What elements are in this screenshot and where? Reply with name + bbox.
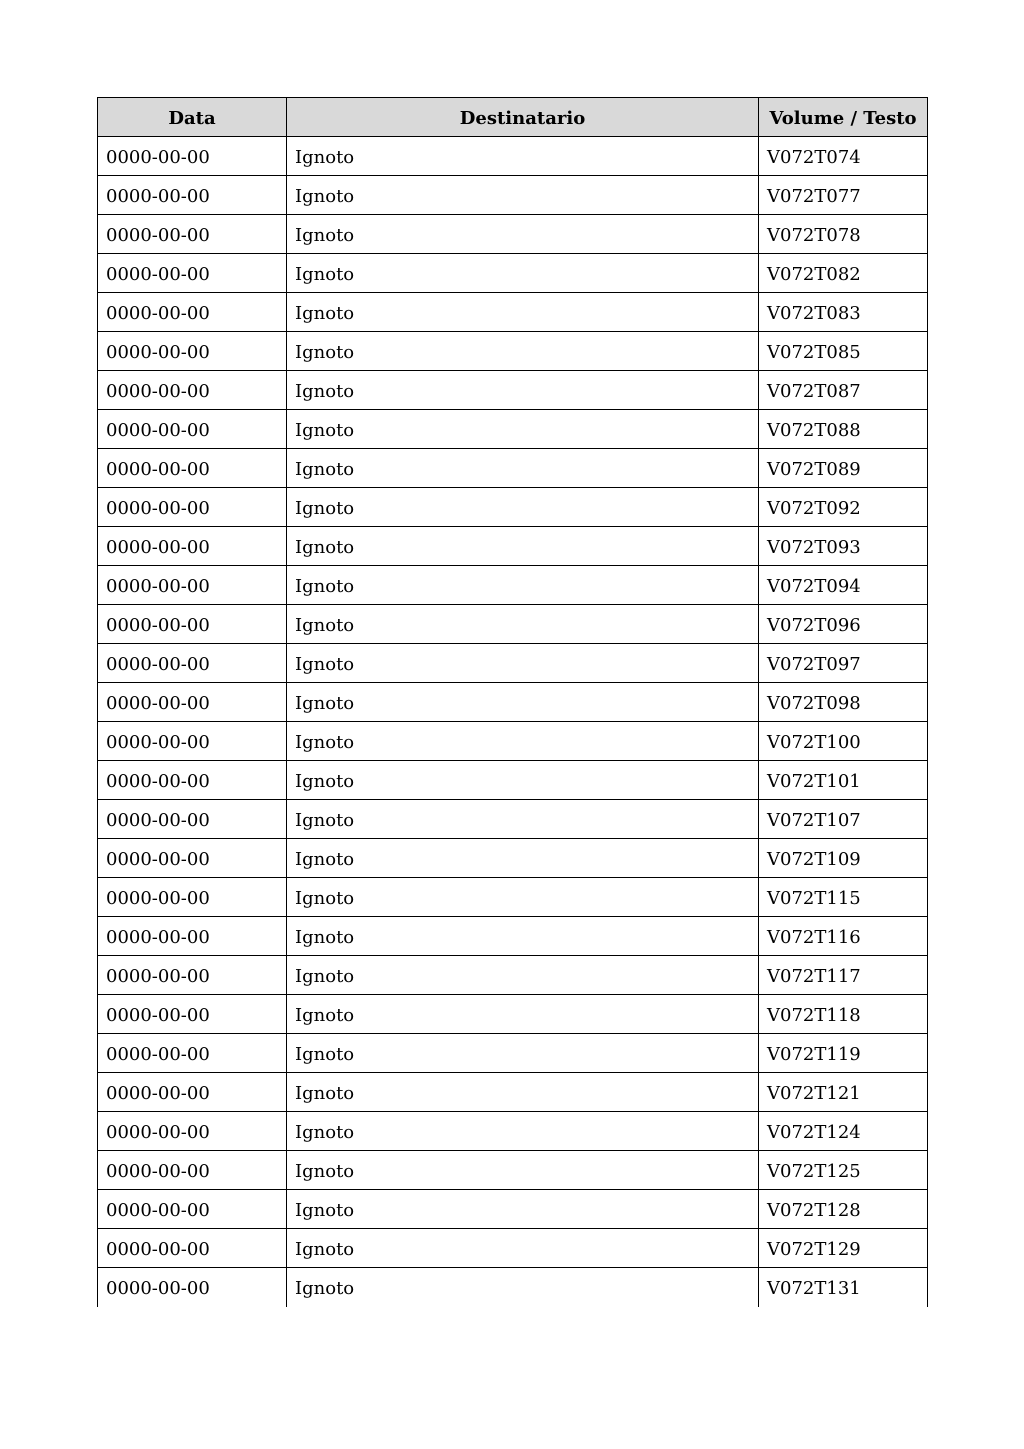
table-row [98,644,928,683]
cell-volume: V072T115 [759,878,928,917]
table-row [98,488,928,527]
header-row [98,98,928,137]
cell-date: 0000-00-00 [98,566,287,605]
cell-date: 0000-00-00 [98,371,287,410]
cell-volume: V072T083 [759,293,928,332]
cell-date: 0000-00-00 [98,956,287,995]
table-row [98,956,928,995]
table-row [98,1229,928,1268]
cell-date: 0000-00-00 [98,293,287,332]
cell-date: 0000-00-00 [98,254,287,293]
cell-volume: V072T094 [759,566,928,605]
cell-date: 0000-00-00 [98,917,287,956]
cell-volume: V072T082 [759,254,928,293]
cell-volume: V072T097 [759,644,928,683]
cell-date: 0000-00-00 [98,644,287,683]
cell-date: 0000-00-00 [98,839,287,878]
cell-volume: V072T092 [759,488,928,527]
table-row [98,137,928,176]
cell-recipient: Ignoto [287,293,759,332]
cell-recipient: Ignoto [287,332,759,371]
table-row [98,1073,928,1112]
table-row [98,683,928,722]
table-row [98,800,928,839]
cell-recipient: Ignoto [287,644,759,683]
cell-volume: V072T098 [759,683,928,722]
table-row [98,1034,928,1073]
cell-volume: V072T118 [759,995,928,1034]
cell-volume: V072T124 [759,1112,928,1151]
table-row [98,371,928,410]
cell-date: 0000-00-00 [98,410,287,449]
cell-volume: V072T096 [759,605,928,644]
table-row [98,995,928,1034]
cell-recipient: Ignoto [287,176,759,215]
cell-recipient: Ignoto [287,605,759,644]
cell-date: 0000-00-00 [98,683,287,722]
cell-recipient: Ignoto [287,1268,759,1307]
cell-volume: V072T125 [759,1151,928,1190]
cell-date: 0000-00-00 [98,527,287,566]
cell-recipient: Ignoto [287,1151,759,1190]
cell-recipient: Ignoto [287,956,759,995]
cell-volume: V072T078 [759,215,928,254]
cell-date: 0000-00-00 [98,761,287,800]
table-row [98,1190,928,1229]
cell-volume: V072T109 [759,839,928,878]
table-header [98,98,928,137]
cell-volume: V072T077 [759,176,928,215]
cell-date: 0000-00-00 [98,722,287,761]
cell-volume: V072T129 [759,1229,928,1268]
cell-date: 0000-00-00 [98,176,287,215]
cell-volume: V072T107 [759,800,928,839]
cell-recipient: Ignoto [287,995,759,1034]
cell-recipient: Ignoto [287,527,759,566]
cell-recipient: Ignoto [287,1229,759,1268]
cell-date: 0000-00-00 [98,449,287,488]
cell-volume: V072T088 [759,410,928,449]
cell-recipient: Ignoto [287,683,759,722]
cell-date: 0000-00-00 [98,1034,287,1073]
cell-date: 0000-00-00 [98,1151,287,1190]
letters-table [97,97,928,1307]
cell-date: 0000-00-00 [98,1268,287,1307]
table-body [98,137,928,1307]
cell-volume: V072T085 [759,332,928,371]
cell-recipient: Ignoto [287,800,759,839]
cell-volume: V072T087 [759,371,928,410]
table-row [98,215,928,254]
column-header-date: Data [98,98,287,137]
column-header-recipient: Destinatario [287,98,759,137]
cell-volume: V072T119 [759,1034,928,1073]
cell-recipient: Ignoto [287,1073,759,1112]
table-row [98,332,928,371]
table-row [98,410,928,449]
cell-date: 0000-00-00 [98,137,287,176]
cell-date: 0000-00-00 [98,1112,287,1151]
table-row [98,878,928,917]
cell-recipient: Ignoto [287,254,759,293]
cell-recipient: Ignoto [287,917,759,956]
cell-date: 0000-00-00 [98,878,287,917]
cell-recipient: Ignoto [287,410,759,449]
table-row [98,917,928,956]
table-row [98,527,928,566]
cell-recipient: Ignoto [287,449,759,488]
table-row [98,722,928,761]
table-row [98,254,928,293]
table-row [98,1268,928,1307]
cell-recipient: Ignoto [287,1112,759,1151]
cell-recipient: Ignoto [287,1190,759,1229]
cell-volume: V072T117 [759,956,928,995]
cell-recipient: Ignoto [287,761,759,800]
cell-date: 0000-00-00 [98,1229,287,1268]
cell-recipient: Ignoto [287,722,759,761]
cell-volume: V072T121 [759,1073,928,1112]
cell-date: 0000-00-00 [98,1190,287,1229]
cell-recipient: Ignoto [287,488,759,527]
cell-recipient: Ignoto [287,137,759,176]
cell-volume: V072T116 [759,917,928,956]
table-row [98,293,928,332]
table-row [98,1151,928,1190]
table-row [98,566,928,605]
cell-volume: V072T074 [759,137,928,176]
cell-date: 0000-00-00 [98,488,287,527]
cell-date: 0000-00-00 [98,332,287,371]
cell-date: 0000-00-00 [98,995,287,1034]
table-row [98,839,928,878]
cell-date: 0000-00-00 [98,215,287,254]
cell-recipient: Ignoto [287,1034,759,1073]
cell-recipient: Ignoto [287,878,759,917]
cell-recipient: Ignoto [287,839,759,878]
column-header-volume: Volume / Testo [759,98,928,137]
cell-recipient: Ignoto [287,215,759,254]
cell-date: 0000-00-00 [98,605,287,644]
cell-recipient: Ignoto [287,371,759,410]
table-row [98,176,928,215]
cell-volume: V072T128 [759,1190,928,1229]
table-row [98,605,928,644]
cell-volume: V072T131 [759,1268,928,1307]
table-row [98,761,928,800]
cell-volume: V072T089 [759,449,928,488]
cell-date: 0000-00-00 [98,800,287,839]
cell-volume: V072T093 [759,527,928,566]
table-row [98,449,928,488]
cell-volume: V072T100 [759,722,928,761]
table-row [98,1112,928,1151]
cell-volume: V072T101 [759,761,928,800]
cell-recipient: Ignoto [287,566,759,605]
cell-date: 0000-00-00 [98,1073,287,1112]
